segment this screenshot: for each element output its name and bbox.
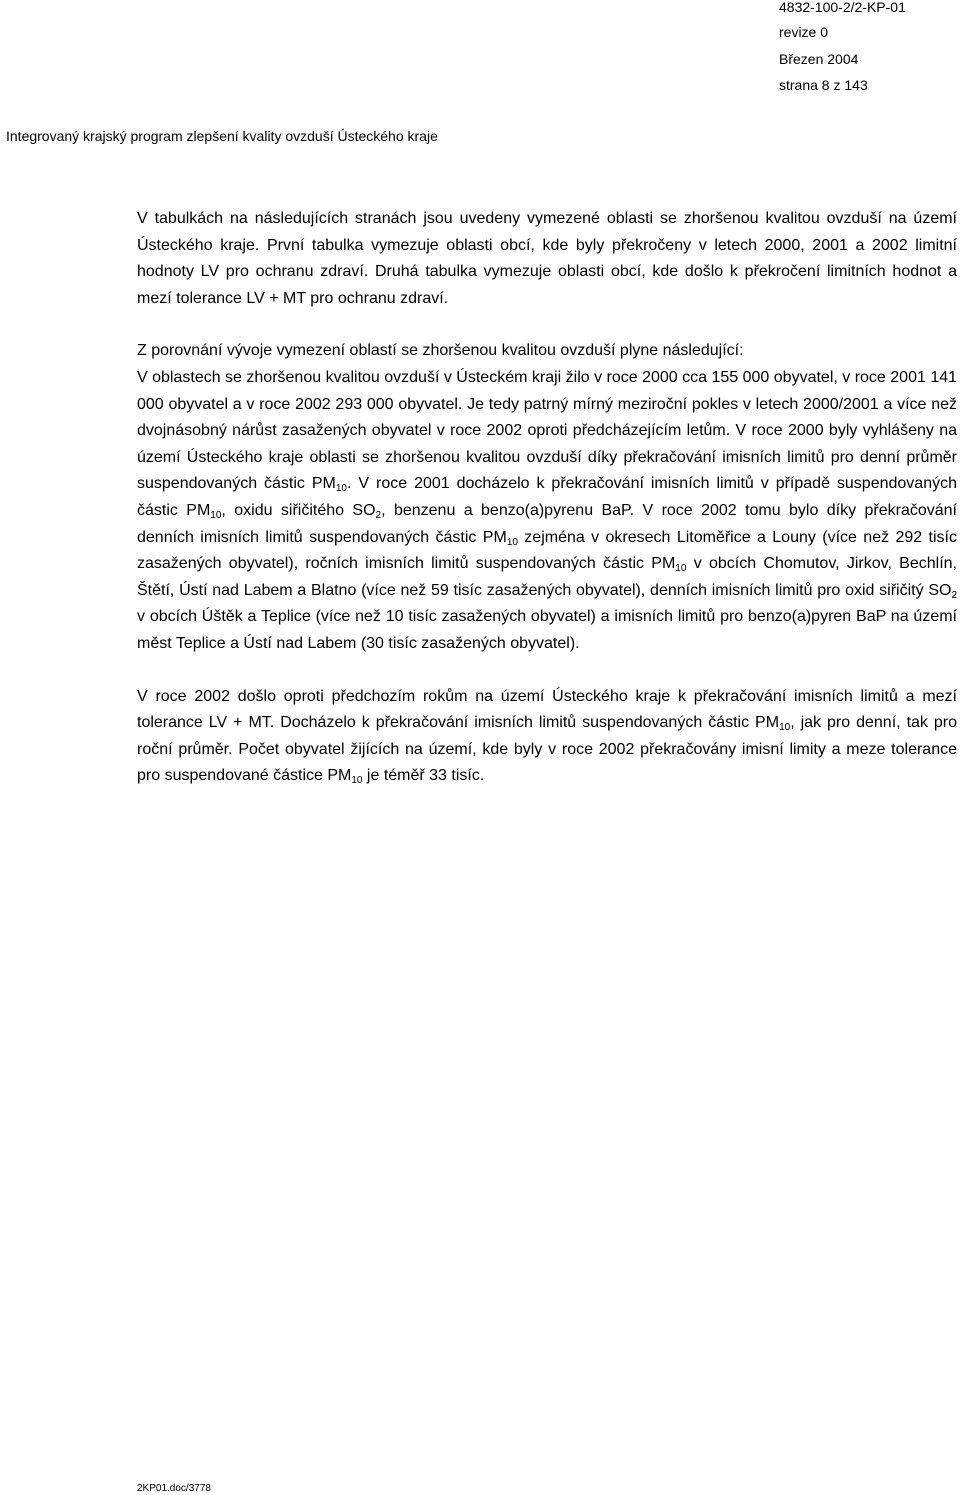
date-label: Březen 2004 (779, 51, 859, 67)
text-run: , jak pro denní, tak pro roční průměr. Počet obyvatel žijících na území, kde byly v roce 2002 překračovány imisní limity a meze tolerance pro suspendované částice PM (137, 714, 958, 785)
paragraph-intro: V tabulkách na následujících stranách jsou uvedeny vymezené oblasti se zhoršenou kvalitou ovzduší na území Ústeckého kraje. První tabulka vymezuje oblasti obcí, kde byly překročeny v letech 2000, 2001 a 2002 limitní hodnoty LV pro ochranu zdraví. Druhá tabulka vymezuje oblasti obcí, kde došlo k překročení limitních hodnot a mezí tolerance LV + MT pro ochranu zdraví. (137, 210, 957, 307)
text-run: je téměř 33 tisíc. (362, 767, 485, 785)
subscript: 10 (335, 483, 347, 495)
paragraph-2002 (137, 684, 957, 790)
subscript: 10 (210, 509, 222, 521)
footer-filename: 2KP01.doc/3778 (137, 1483, 211, 1494)
text-run: v obcích Chomutov, Jirkov, Bechlín, Štětí, Ústí nad Labem a Blatno (více než 59 tisíc zasažených obyvatel), denních imisních limitů pro oxid siřičitý SO (137, 555, 957, 599)
subscript: 2 (375, 509, 382, 521)
text-run: . V roce 2001 docházelo k překračování imisních limitů v případě suspendovaných částic PM (137, 475, 957, 519)
subscript: 2 (951, 589, 957, 601)
document-body (137, 206, 957, 816)
comparison-lead: Z porovnání vývoje vymezení oblastí se zhoršenou kvalitou ovzduší plyne následující: (137, 342, 744, 360)
subscript: 10 (351, 775, 363, 787)
text-run: v obcích Úštěk a Teplice (více než 10 tisíc zasažených obyvatel) a imisních limitů pro benzo(a)pyren BaP na území měst Teplice a Ústí nad Labem (30 tisíc zasažených obyvatel). (137, 608, 957, 652)
text-run: , oxidu siřičitého SO (221, 501, 376, 519)
text-run: zejména v okresech Litoměřice a Louny (více než 292 tisíc zasažených obyvatel), ročních imisních limitů suspendovaných částic PM (137, 528, 957, 573)
text-run: , benzenu a benzo(a)pyrenu BaP. V roce 2002 tomu bylo díky překračování denních imisních limitů suspendovaných částic PM (137, 501, 958, 546)
subscript: 10 (506, 536, 518, 548)
revision-label: revize 0 (779, 24, 829, 40)
text-run: V roce 2002 došlo oproti předchozím rokům na území Ústeckého kraje k překračování imisních limitů a mezí tolerance LV + MT. Docházelo k překračování imisních limitů suspendovaných částic PM (137, 687, 957, 732)
page-number: strana 8 z 143 (779, 77, 868, 93)
document-id: 4832-100-2/2-KP-01 (779, 0, 906, 15)
document-title: Integrovaný krajský program zlepšení kvality ovzduší Ústeckého kraje (6, 128, 438, 144)
paragraph-comparison (137, 338, 957, 657)
subscript: 10 (675, 563, 687, 575)
text-run: V oblastech se zhoršenou kvalitou ovzduší v Ústeckém kraji žilo v roce 2000 cca 155 000 obyvatel, v roce 2001 141 000 obyvatel a v roce 2002 293 000 obyvatel. Je tedy patrný mírný meziroční pokles v letech 2000/2001 a více než dvojnásobný nárůst zasažených obyvatel v roce 2002 oproti předcházejícím letům. V roce 2000 byly vyhlášeny na území Ústeckého kraje oblasti se zhoršenou kvalitou ovzduší díky překračování imisních limitů pro denní průměr suspendovaných částic PM (137, 368, 958, 493)
subscript: 10 (779, 722, 791, 734)
